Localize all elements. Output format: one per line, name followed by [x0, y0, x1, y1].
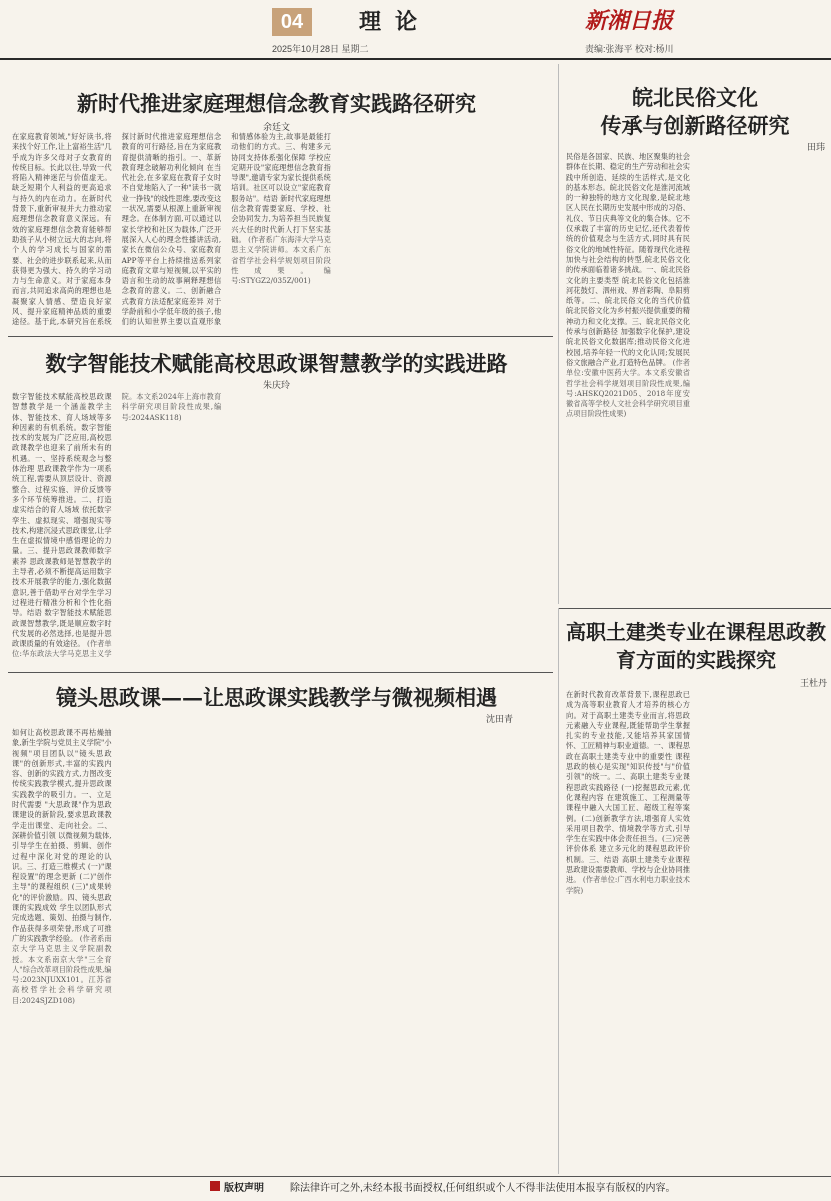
article4-title: 高职土建类专业在课程思政教育方面的实践探究 — [566, 620, 826, 672]
section-title: 理论 — [358, 9, 431, 35]
footer-marker-icon — [210, 1181, 220, 1191]
editor-credits: 责编:张海平 校对:杨川 — [585, 44, 674, 54]
article2-body — [566, 152, 824, 598]
article4-divider — [558, 608, 831, 609]
copyright-label: 版权声明 — [224, 1183, 264, 1194]
article2-title-line2: 传承与创新路径研究 — [600, 113, 790, 138]
article5-note: (作者系南京大学马克思主义学院副教授。本文系南京大学"三全育人"综合改革项目阶段性成果,编号:2023NJUXX101。江苏省高校哲学社会科学研究项目:2024SJZD108) — [12, 933, 112, 1005]
article1-divider — [8, 336, 553, 337]
header-divider — [0, 58, 831, 60]
article2-title-line1: 皖北民俗文化 — [632, 85, 758, 110]
article1-body — [12, 132, 550, 328]
article3-text: 数字智能技术赋能高校思政课智慧教学是一个涵盖教学主体、智能技术、育人场域等多种因素的有机系统。数字智能技术的发展为广泛应用,高校思政课教学也迎来了前所未有的机遇。一、坚持系统观念与整体治理 思政课教学作为一项系统工程,需要从顶层设计、资源整合、过程实施、评价反馈等多个环节统筹推进。二、打造虚实结合的育人场域 依托数字孪生、虚拟现实、增强现实等技术,构建沉浸式思政课堂,让学生在虚拟情境中感悟理论的力量。三、提升思政课教师数字素养 思政课教师是智慧教学的主导者,必须不断提高运用数字技术开展教学的能力,强化数据意识,善于借助平台对学生学习过程进行精准分析和个性化指导。结语 数字智能技术赋能思政课智慧教学,既是顺应数字时代发展的必然选择,也是提升思政课质量的有效途径。 — [12, 392, 112, 649]
article4-body — [566, 690, 824, 1170]
article4-author: 王杜丹 — [799, 678, 827, 688]
article5-divider — [8, 672, 553, 673]
article3-title: 数字智能技术赋能高校思政课智慧教学的实践进路 — [45, 351, 508, 376]
article5-text: 如何让高校思政课不再枯燥抽象,新生学院与党员主义学院"小视频"项目团队以"镜头思政课"的创新形式,丰富的实践内容、创新的实践方式,力图改变传统实践教学模式,提升思政课实践教学的吸引力。一、立足时代需要 "大思政课"作为思政课建设的新阶段,要求思政课教学走出课堂、走向社会。二、深耕价值引领 以微视频为载体,引导学生在拍摄、剪辑、创作过程中深化对党的理论的认识。三、打造三维模式 (一)"课程设置"的理念更新 (二)"创作主导"的课程组织 (三)"成果转化"的评价激励。四、镜头思政课的实践成效 学生以团队形式完成选题、策划、拍摄与制作,作品获得多项荣誉,形成了可推广的实践教学经验。 — [12, 728, 112, 943]
article2-title — [565, 84, 825, 140]
column-divider — [558, 64, 559, 604]
article5-author: 沈田青 — [485, 714, 513, 724]
article4-text: 在新时代教育改革背景下,课程思政已成为高等职业教育人才培养的核心方向。对于高职土建类专业而言,将思政元素融入专业课程,既能帮助学生掌握扎实的专业技能,又能培养其家国情怀、工匠精神与职业道德。一、课程思政在高职土建类专业中的重要性 课程思政的核心是实现"知识传授"与"价值引领"的统一。二、高职土建类专业课程思政实践路径 (一)挖掘思政元素,优化课程内容 在建筑施工、工程测量等课程中融入大国工匠、超级工程等案例。(二)创新教学方法,增强育人实效 采用项目教学、情境教学等方式,引导学生在实践中体会责任担当。(三)完善评价体系 建立多元化的课程思政评价机制。三、结语 高职土建类专业课程思政建设需要教师、学校与企业协同推进。 — [566, 690, 690, 885]
article2-text: 民俗是各国家、民族、地区聚集的社会群体在长期、稳定的生产劳动和社会实践中所创造、延续的生活样式,是文化的基本形态。皖北民俗文化是淮河流域的一种独特的地方文化现象,是皖北地区人民在长期历史发展中形成的习俗、礼仪、节日庆典等文化的集合体。它不仅承载了丰富的历史记忆,还代表着传统的价值观念与生活方式,同时具有民俗文化的地域性特征。随着现代化进程加快与社会结构的转型,皖北民俗文化的传承面临着诸多挑战。一、皖北民俗文化的主要类型 皖北民俗文化包括淮河花鼓灯、泗州戏、界首彩陶、阜阳剪纸等。二、皖北民俗文化的当代价值 皖北民俗文化为乡村振兴提供重要的精神动力和文化支撑。三、皖北民俗文化传承与创新路径 加强数字化保护,建设皖北民俗文化数据库;推动民俗文化进校园,培养年轻一代的文化认同;发展民俗文旅融合产业,打造特色品牌。 — [566, 152, 690, 367]
article2-author: 田玮 — [806, 142, 825, 152]
article2-note: (作者单位:安徽中医药大学。本文系安徽省哲学社会科学规划项目阶段性成果,编号:AHSKQ2021D05、2018年度安徽省高等学校人文社会科学研究项目重点项目阶段性成果) — [566, 357, 690, 419]
copyright-text: 除法律许可之外,未经本报书面授权,任何组织或个人不得非法使用本报享有版权的内容。 — [290, 1183, 676, 1194]
issue-date: 2025年10月28日 星期二 — [272, 44, 369, 54]
article5-body — [12, 728, 550, 1170]
article4-note: (作者单位:广西水利电力职业技术学院) — [566, 875, 690, 895]
column-divider-lower — [558, 608, 559, 1174]
newspaper-logo: 新湘日报 — [585, 8, 674, 34]
article5-title: 镜头思政课——让思政课实践教学与微视频相遇 — [56, 685, 497, 710]
article3-note: (作者单位:华东政法大学马克思主义学院。本文系2024年上海市教育科学研究项目阶段性成果,编号:2024ASK118) — [12, 392, 222, 659]
page-number: 04 — [272, 8, 312, 36]
article1-author: 余廷文 — [262, 122, 290, 132]
article3-body — [12, 392, 550, 664]
article3-author: 朱庆玲 — [262, 380, 290, 390]
article1-note: (作者系广东海洋大学马克思主义学院讲师。本文系广东省哲学社会科学规划项目阶段性成果。编号:STYGZ2/035Z/001) — [231, 234, 331, 286]
article1-title: 新时代推进家庭理想信念教育实践路径研究 — [77, 91, 476, 116]
article1-text: 在家庭教育领域,"好好读书,将来找个好工作,让上富裕生活"几乎成为许多父母对子女教育的传统目标。长此以往,导致一代将陷入精神迷茫与价值虚无。缺乏短期个人利益的更高追求与持久的内在动力。在新时代背景下,重新审视并大力推动家庭理想信念教育意义深远。有效的家庭理想信念教育能够帮助孩子从小树立远大的志向,将个人的学习成长与国家的需要、社会的进步联系起来,从而获得更为强大、持久的学习动力与生命意义。对于家庭本身而言,共同追求高尚的理想也是凝聚家人情感、塑造良好家风、提升家庭精神品质的重要途径。基于此,本研究旨在系统探讨新时代推进家庭理想信念教育的可行路径,旨在为家庭教育提供清晰的指引。一、革新教育理念破解功利化倾向 在当代社会,在多家庭在教育子女时不自觉地陷入了一种"读书一就业一挣钱"的线性思维,要改变这一状况,需要从根源上重新审视理念。在体制方面,可以通过以家长学校和社区为载体,广泛开展深入人心的理念性播讲活动,家长在微信公众号、家庭教育APP等平台上持续推送系列家庭教育文章与短视频,以平实的语言和生动的故事阐释理想信念教育的意义。二、创新融合式教育方法适配家庭差异 对于学龄前和小学低年级的孩子,他们的认知世界主要以直观形象和情感体验为主,故事是最能打动他们的方式。三、构建多元协同支持体系强化保障 学校应定期开设"家庭理想信念教育指导课",邀请专家为家长提供系统培训。社区可以设立"家庭教育服务站"。结语 新时代家庭理想信念教育需要家庭、学校、社会协同发力,为培养担当民族复兴大任的时代新人打下坚实基础。 — [12, 132, 331, 327]
